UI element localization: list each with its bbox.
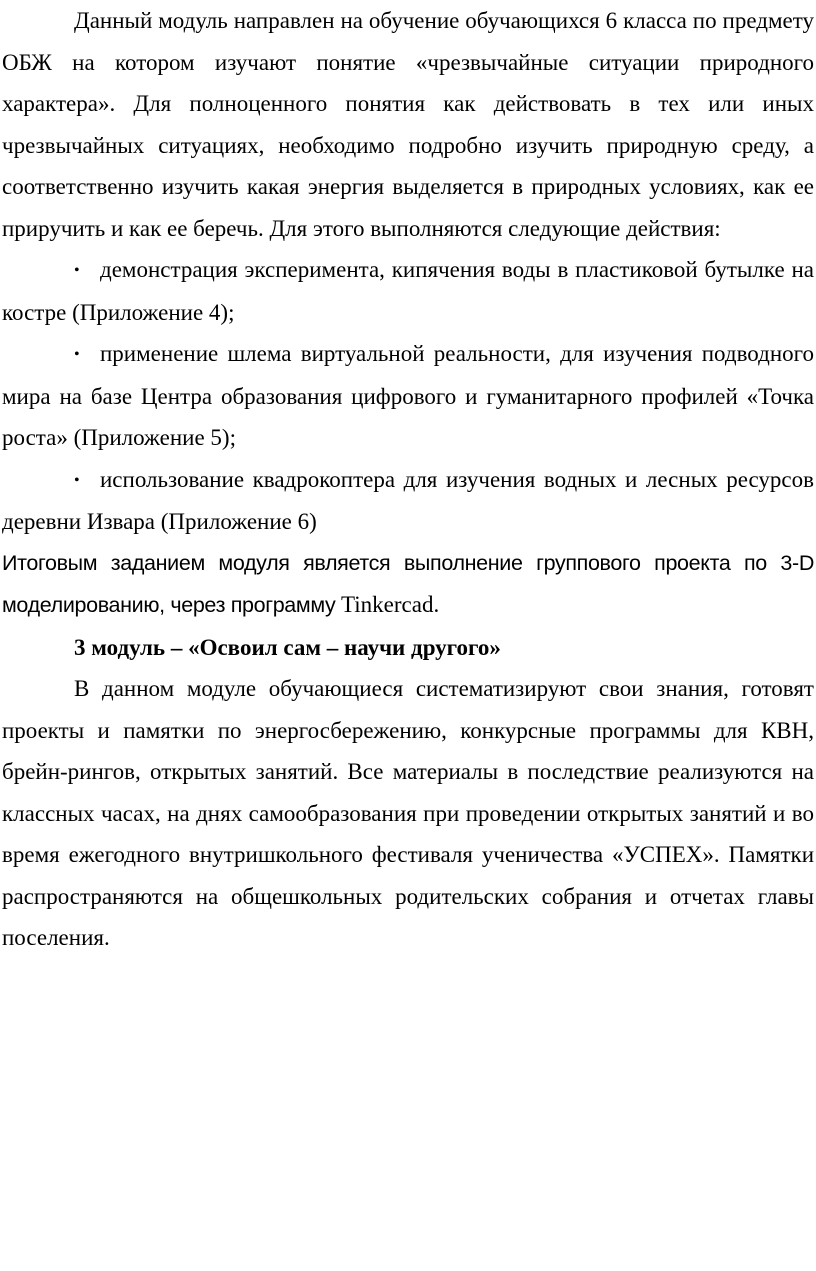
bullet-icon: • [74,262,80,279]
bullet-text: использование квадрокоптера для изучения водных и лесных ресурсов деревни Извара (Приложение 6) [2,466,814,534]
document-body [2,0,814,959]
module-heading: 3 модуль – «Освоил сам – научи другого» [74,634,501,660]
final-task-text: Итоговым заданием модуля является выполнение группового проекта по 3-D моделированию, через программу [2,550,814,617]
bullet-item-vr-helmet [2,333,814,459]
bullet-text: применение шлема виртуальной реальности, для изучения подводного мира на базе Центра образования цифрового и гуманитарного профилей «Точка роста» (Приложение 5); [2,341,814,450]
module-paragraph: В данном модуле обучающиеся систематизируют свои знания, готовят проекты и памятки по энергосбережению, конкурсные программы для КВН, брейн-рингов, открытых занятий. Все материалы в последствие реализуются на классных часах, на днях самообразования при проведении открытых занятий и во время ежегодного внутришкольного фестиваля ученичества «УСПЕХ». Памятки распространяются на общешкольных родительских собрания и отчетах главы поселения. [2,676,814,950]
bullet-list [2,249,814,543]
bullet-item-quadcopter [2,459,814,543]
program-name: Tinkercad. [341,592,440,617]
bullet-icon: • [74,471,80,489]
bullet-text: демонстрация эксперимента, кипячения воды в пластиковой бутылке на костре (Приложение 4); [2,257,814,325]
bullet-icon: • [74,346,80,363]
intro-paragraph: Данный модуль направлен на обучение обучающихся 6 класса по предмету ОБЖ на котором изучают понятие «чрезвычайные ситуации природного характера». Для полноценного понятия как действовать в тех или иных чрезвычайных ситуациях, необходимо подробно изучить природную среду, а соответственно изучить какая энергия выделяется в природных условиях, как ее приручить и как ее беречь. Для этого выполняются следующие действия: [2,8,814,241]
final-task-paragraph [2,543,814,627]
bullet-item-experiment [2,249,814,333]
